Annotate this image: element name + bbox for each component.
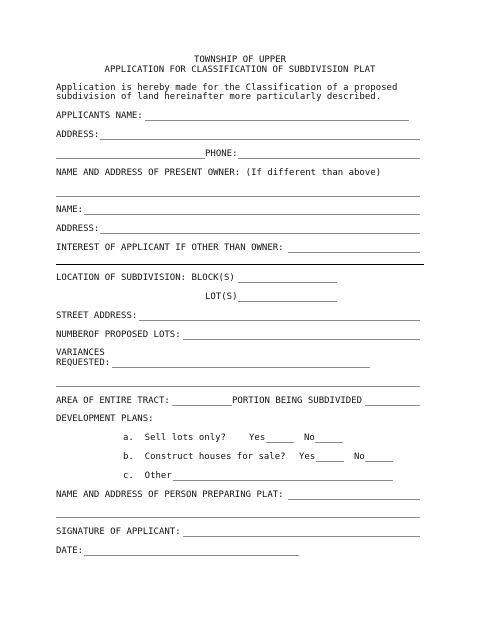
applicants-name-label: APPLICANTS NAME: [56, 111, 143, 121]
applicant-address-label: ADDRESS: [56, 130, 100, 140]
variances-label: VARIANCES [56, 348, 105, 358]
sell-lots-yes-label: Yes [249, 433, 266, 443]
section-divider [56, 264, 424, 265]
plat-preparer-field[interactable] [288, 499, 420, 500]
portion-subdivided-field[interactable] [365, 405, 420, 406]
street-address-label: STREET ADDRESS: [56, 311, 138, 321]
proposed-lots-field[interactable] [183, 339, 420, 340]
applicant-address-line-2-field[interactable] [56, 158, 205, 159]
sell-lots-no-field[interactable] [315, 442, 343, 443]
date-field[interactable] [84, 555, 299, 556]
intro-line-2: subdivision of land hereinafter more particularly described. [56, 92, 382, 102]
construct-houses-no-field[interactable] [365, 461, 393, 462]
construct-houses-no-label: No [354, 452, 365, 462]
applicants-name-field[interactable] [145, 120, 409, 121]
date-label: DATE: [56, 546, 84, 556]
plat-preparer-line-2-field[interactable] [56, 517, 420, 518]
other-field[interactable] [173, 480, 393, 481]
owner-name-field[interactable] [84, 214, 420, 215]
lot-label: LOT(S) [205, 292, 238, 302]
block-label: LOCATION OF SUBDIVISION: BLOCK(S) [56, 273, 235, 283]
sell-lots-yes-field[interactable] [266, 442, 294, 443]
block-field[interactable] [238, 282, 337, 283]
requested-label: REQUESTED: [56, 358, 111, 368]
signature-field[interactable] [183, 536, 420, 537]
plat-preparer-label: NAME AND ADDRESS OF PERSON PREPARING PLAT: [56, 490, 284, 500]
sell-lots-no-label: No [304, 433, 315, 443]
interest-field[interactable] [288, 252, 420, 253]
applicant-address-field[interactable] [100, 139, 420, 140]
sell-lots-item: a. Sell lots only? [123, 433, 226, 443]
present-owner-heading: NAME AND ADDRESS OF PRESENT OWNER: (If different than above) [56, 168, 382, 178]
other-item: c. Other [123, 471, 172, 481]
owner-blank-line-field[interactable] [56, 196, 420, 197]
area-entire-tract-field[interactable] [172, 405, 232, 406]
development-plans-heading: DEVELOPMENT PLANS: [56, 414, 154, 424]
construct-houses-yes-label: Yes [299, 452, 316, 462]
construct-houses-yes-field[interactable] [316, 461, 344, 462]
variances-extra-line-field[interactable] [56, 386, 420, 387]
signature-label: SIGNATURE OF APPLICANT: [56, 527, 181, 537]
owner-address-label: ADDRESS: [56, 224, 100, 234]
area-entire-tract-label: AREA OF ENTIRE TRACT: [56, 396, 170, 406]
township-title: TOWNSHIP OF UPPER [193, 55, 287, 65]
intro-line-1: Application is hereby made for the Classification of a proposed [56, 83, 398, 93]
lot-field[interactable] [238, 301, 337, 302]
proposed-lots-label: NUMBEROF PROPOSED LOTS: [56, 330, 181, 340]
form-title: APPLICATION FOR CLASSIFICATION OF SUBDIVISION PLAT [104, 65, 376, 75]
variances-field[interactable] [112, 367, 370, 368]
interest-label: INTEREST OF APPLICANT IF OTHER THAN OWNER: [56, 243, 284, 253]
owner-address-field[interactable] [100, 233, 420, 234]
construct-houses-item: b. Construct houses for sale? [123, 452, 286, 462]
phone-field[interactable] [238, 158, 420, 159]
portion-subdivided-label: PORTION BEING SUBDIVIDED [232, 396, 363, 406]
owner-name-label: NAME: [56, 205, 84, 215]
street-address-field[interactable] [139, 320, 420, 321]
phone-label: PHONE: [205, 149, 238, 159]
